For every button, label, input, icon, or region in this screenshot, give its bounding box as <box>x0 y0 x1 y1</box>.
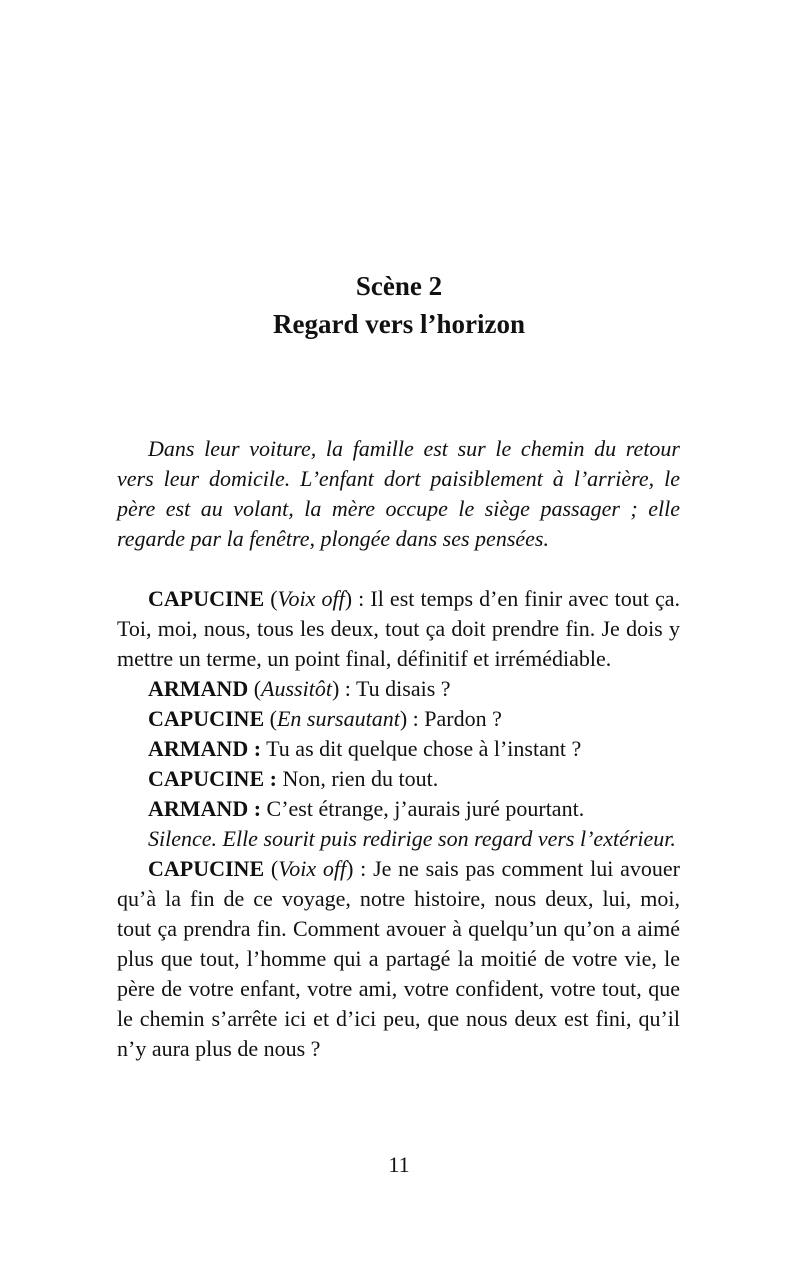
dialogue-block <box>117 584 680 1064</box>
dialogue-line <box>117 764 680 794</box>
scene-number: Scène 2 <box>355 271 443 301</box>
paren-open: ( <box>264 586 278 611</box>
intro-paragraph: Dans leur voiture, la famille est sur le chemin du retour vers leur domicile. L’enfant dort paisiblement à l’arrière, le père est au volant, la mère occupe le siège passager ; elle regarde par la fenêtre, plongée dans ses pensées. <box>117 436 680 551</box>
paren-close: ) : <box>399 706 425 731</box>
paren-close: ) : <box>344 586 371 611</box>
stage-direction-intro <box>117 434 680 554</box>
page-number: 11 <box>388 1152 410 1177</box>
line-text: Non, rien du tout. <box>276 766 439 791</box>
speaker-name: ARMAND <box>148 676 249 701</box>
paren-open: ( <box>264 856 279 881</box>
dialogue-line <box>117 854 680 1064</box>
paren-close: ) : <box>331 676 356 701</box>
speaker-name: ARMAND : <box>148 736 262 761</box>
dialogue-line <box>117 704 680 734</box>
dialogue-line <box>117 794 680 824</box>
stage-direction: Silence. Elle sourit puis redirige son regard vers l’extérieur. <box>148 826 676 851</box>
speaker-name: CAPUCINE <box>148 586 265 611</box>
line-text: Tu disais ? <box>355 676 451 701</box>
speaker-name: ARMAND : <box>148 796 262 821</box>
speaker-name: CAPUCINE <box>148 856 265 881</box>
paren-open: ( <box>248 676 262 701</box>
speaker-direction: Voix off <box>277 586 345 611</box>
line-text: Pardon ? <box>424 706 502 731</box>
scene-title: Regard vers l’horizon <box>273 309 525 339</box>
paren-close: ) : <box>346 856 374 881</box>
line-text: Il est temps d’en finir avec tout ça. Toi, moi, nous, tous les deux, tout ça doit prendre fin. Je dois y mettre un terme, un point final, définitif et irrémédiable. <box>117 586 680 671</box>
dialogue-line <box>117 674 680 704</box>
line-text: Je ne sais pas comment lui avouer qu’à la fin de ce voyage, notre histoire, nous deux, lui, moi, tout ça prendra fin. Comment avouer à quelqu’un qu’on a aimé plus que tout, l’homme qui a partagé la moitié de votre vie, le père de votre enfant, votre ami, votre confident, votre tout, que le chemin s’arrête ici et d’ici peu, que nous deux est fini, qu’il n’y aura plus de nous ? <box>117 856 680 1061</box>
paren-open: ( <box>264 706 277 731</box>
line-text: C’est étrange, j’aurais juré pourtant. <box>261 796 585 821</box>
speaker-direction: Aussitôt <box>261 676 332 701</box>
speaker-direction: En sursautant <box>276 706 400 731</box>
speaker-direction: Voix off <box>278 856 347 881</box>
dialogue-line <box>117 584 680 674</box>
dialogue-line <box>117 734 680 764</box>
speaker-name: CAPUCINE : <box>148 766 277 791</box>
speaker-name: CAPUCINE <box>148 706 265 731</box>
line-text: Tu as dit quelque chose à l’instant ? <box>261 736 582 761</box>
